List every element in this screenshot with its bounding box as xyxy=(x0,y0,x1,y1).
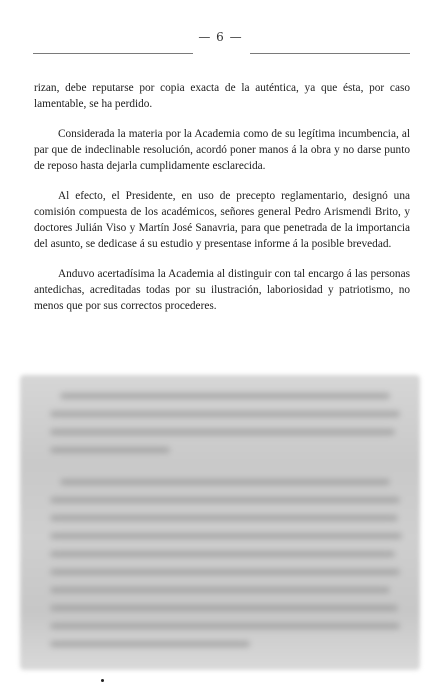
blurred-line xyxy=(60,479,390,485)
blurred-line xyxy=(50,587,390,593)
blurred-line xyxy=(50,605,398,611)
paragraph: Anduvo acertadísima la Academia al distinguir con tal encargo á las personas antedichas, acreditadas todas por su ilustración, laboriosidad y patriotismo, no menos que por sus correctos procederes. xyxy=(34,268,410,312)
header-rule-right xyxy=(250,53,410,54)
blurred-line xyxy=(50,515,398,521)
blurred-line xyxy=(50,411,400,417)
blurred-line xyxy=(50,447,170,453)
paragraph: Considerada la materia por la Academia como de su legítima incumbencia, al par que de indeclinable resolución, acordó poner manos á la obra y no darse punto de reposo hasta dejarla cumplidamente esclarecida. xyxy=(34,128,410,172)
paragraph-continuation: rizan, debe reputarse por copia exacta de la auténtica, ya que ésta, por caso lamentable, se ha perdido. xyxy=(34,82,410,110)
blurred-line xyxy=(50,429,395,435)
blurred-line xyxy=(50,551,395,557)
page-number: — 6 — xyxy=(198,30,243,44)
ink-dot xyxy=(101,679,104,682)
blurred-text-region xyxy=(20,375,420,670)
paragraph: Al efecto, el Presidente, en uso de precepto reglamentario, designó una comisión compuesta de los académicos, señores general Pedro Arismendi Brito, y doctores Julián Viso y Martín José Sanavria, para que penetrada de la importancia del asunto, se dedicase á su estudio y presentase informe á la posible brevedad. xyxy=(34,190,410,250)
blurred-line xyxy=(50,533,402,539)
blurred-line xyxy=(50,623,400,629)
blurred-line xyxy=(50,641,250,647)
blurred-line xyxy=(50,497,400,503)
body-text xyxy=(34,80,410,328)
blurred-line xyxy=(60,393,390,399)
header-rule-left xyxy=(33,53,193,54)
blurred-line xyxy=(50,569,400,575)
